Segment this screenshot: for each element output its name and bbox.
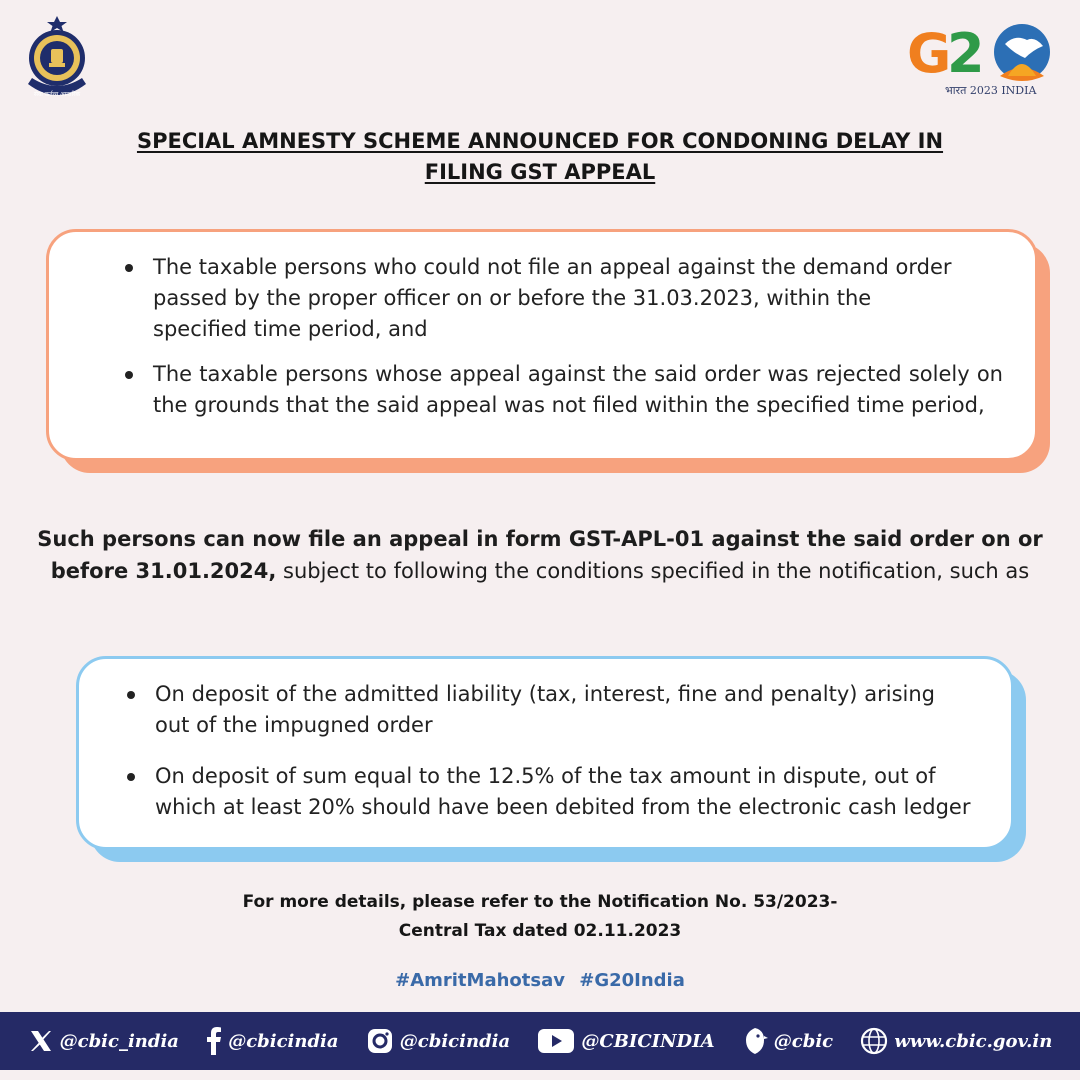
middle-statement <box>20 523 1060 587</box>
social-instagram[interactable] <box>366 1027 510 1055</box>
notification-details <box>140 888 940 946</box>
web-address: www.cbic.gov.in <box>894 1030 1053 1052</box>
list-item: The taxable persons whose appeal against the said order was rejected solely on the grounds that the said appeal was not filed within the specified time period, <box>125 359 1003 421</box>
middle-rest: subject to following the conditions specified in the notification, such as <box>276 559 1030 583</box>
facebook-handle: @cbicindia <box>228 1030 339 1052</box>
social-youtube[interactable] <box>537 1027 714 1055</box>
title-line-2: FILING GST APPEAL <box>424 160 656 184</box>
social-koo[interactable] <box>742 1026 833 1056</box>
details-line-1: For more details, please refer to the Notification No. 53/2023- <box>242 892 838 912</box>
conditions-card <box>76 656 1014 850</box>
g20-caption: भारत 2023 INDIA <box>945 84 1037 97</box>
g20-logo-icon <box>905 14 1065 106</box>
list-item: On deposit of the admitted liability (tax, interest, fine and penalty) arising out of the impugned order <box>127 679 985 741</box>
g20-mark: G <box>907 22 952 85</box>
details-line-2: Central Tax dated 02.11.2023 <box>398 921 682 941</box>
conditions-list <box>127 679 985 823</box>
youtube-handle: @CBICINDIA <box>581 1030 715 1052</box>
youtube-icon <box>537 1027 575 1055</box>
facebook-icon <box>206 1027 222 1055</box>
hashtags <box>140 970 940 991</box>
koo-icon <box>742 1026 768 1056</box>
eligibility-list <box>125 252 1003 421</box>
web-icon <box>860 1027 888 1055</box>
cbic-emblem-icon <box>16 14 98 104</box>
x-icon <box>28 1028 54 1054</box>
social-web[interactable] <box>860 1027 1052 1055</box>
g20-mark-2: 2 <box>947 22 985 85</box>
x-handle: @cbic_india <box>59 1030 179 1052</box>
hashtag[interactable]: #AmritMahotsav <box>395 970 565 991</box>
middle-bold: Such persons can now file an appeal in form GST-APL-01 against the said order on or before 31.01.2024, <box>37 527 1043 583</box>
social-x[interactable] <box>28 1028 179 1054</box>
hashtag[interactable]: #G20India <box>579 970 685 991</box>
title-line-1: SPECIAL AMNESTY SCHEME ANNOUNCED FOR CONDONING DELAY IN <box>136 129 944 153</box>
list-item: The taxable persons who could not file an appeal against the demand order passed by the proper officer on or before the 31.03.2023, within the specified time period, and <box>125 252 1003 345</box>
instagram-handle: @cbicindia <box>399 1030 511 1052</box>
page-title <box>40 126 1040 188</box>
social-facebook[interactable] <box>206 1027 338 1055</box>
emblem-motto: सेवा कर्तव्य आन्तरिक <box>33 91 81 98</box>
list-item: On deposit of sum equal to the 12.5% of the tax amount in dispute, out of which at least 20% should have been debited from the electronic cash ledger <box>127 761 985 823</box>
eligibility-card <box>46 229 1038 461</box>
instagram-icon <box>366 1027 394 1055</box>
social-footer <box>0 1012 1080 1070</box>
koo-handle: @cbic <box>773 1030 834 1052</box>
